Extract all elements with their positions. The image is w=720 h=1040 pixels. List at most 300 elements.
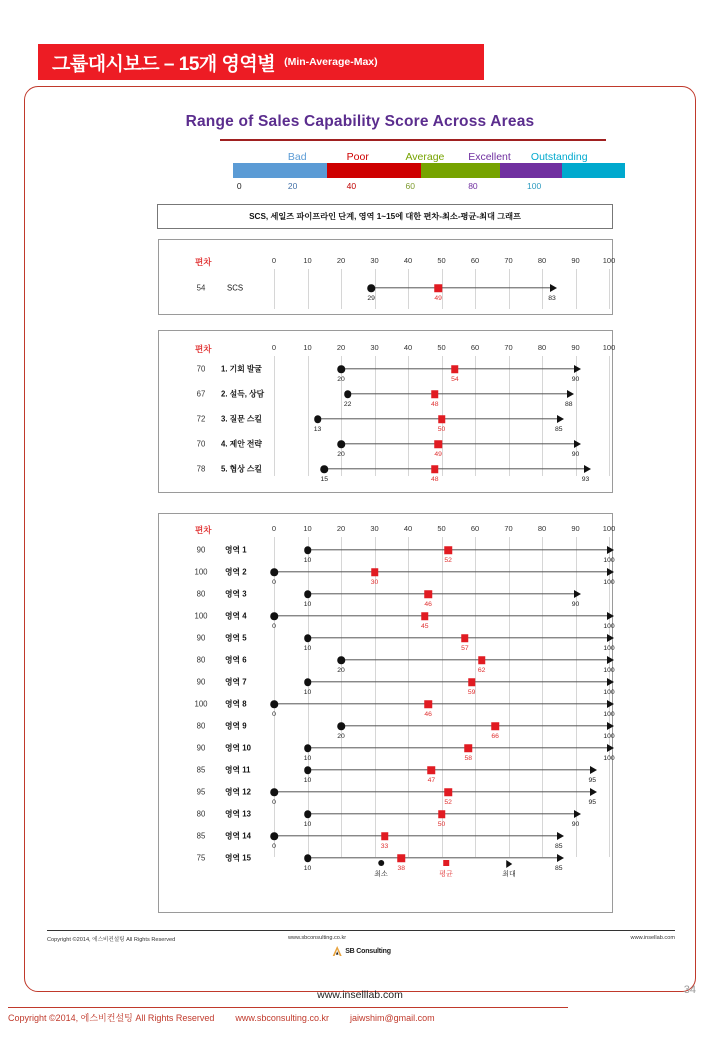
min-marker xyxy=(337,722,345,730)
min-marker xyxy=(337,365,345,373)
gridline-60 xyxy=(475,537,476,857)
gridline-60 xyxy=(475,356,476,476)
axis-tick-0: 0 xyxy=(271,256,277,265)
gridline-90 xyxy=(576,269,577,309)
axis-tick-90: 90 xyxy=(571,256,580,265)
max-marker xyxy=(557,832,564,840)
axis-tick-40: 40 xyxy=(403,343,413,352)
gridline-40 xyxy=(408,356,409,476)
legend-label-average: Average xyxy=(405,151,445,163)
row-label: 1. 기회 발굴 xyxy=(221,364,262,374)
axis-tick-100: 100 xyxy=(602,524,616,533)
row-deviation: 80 xyxy=(196,809,206,819)
max-value: 100 xyxy=(603,645,615,652)
gridline-20 xyxy=(341,356,342,476)
axis-tick-100: 100 xyxy=(602,256,616,265)
average-marker xyxy=(381,832,389,840)
average-value: 66 xyxy=(491,733,499,740)
average-marker xyxy=(491,722,499,730)
average-value: 50 xyxy=(437,821,446,828)
gridline-80 xyxy=(542,537,543,857)
legend-average-marker xyxy=(439,860,453,879)
min-value: 10 xyxy=(303,821,312,828)
max-marker xyxy=(557,415,564,423)
axis-tick-50: 50 xyxy=(437,343,446,352)
max-value: 85 xyxy=(554,865,563,872)
average-marker xyxy=(444,546,452,554)
row-deviation: 95 xyxy=(196,787,206,797)
axis-tick-30: 30 xyxy=(370,343,379,352)
marker-label: 최소 xyxy=(374,871,388,878)
average-value: 48 xyxy=(431,401,439,408)
min-marker xyxy=(304,546,312,554)
slide-frame xyxy=(24,86,696,992)
range-line xyxy=(274,791,592,792)
min-marker xyxy=(321,465,329,473)
axis-tick-40: 40 xyxy=(403,524,413,533)
min-value: 20 xyxy=(337,733,345,740)
average-value: 49 xyxy=(434,451,442,458)
range-line xyxy=(308,637,610,638)
min-value: 10 xyxy=(303,689,312,696)
chart-subtitle-box xyxy=(157,204,613,229)
min-marker xyxy=(304,634,312,642)
row-deviation: 85 xyxy=(196,831,206,841)
min-value: 0 xyxy=(272,579,276,586)
legend-max-marker xyxy=(502,860,516,879)
max-marker xyxy=(574,810,581,818)
average-marker xyxy=(468,678,476,686)
row-label: 영역 14 xyxy=(225,831,251,841)
average-marker xyxy=(431,465,439,473)
max-marker xyxy=(607,568,614,576)
legend-tick-60: 60 xyxy=(405,181,415,191)
axis-tick-20: 20 xyxy=(336,256,346,265)
axis-tick-20: 20 xyxy=(336,524,346,533)
legend-tick-100: 100 xyxy=(527,181,542,191)
min-value: 10 xyxy=(303,601,312,608)
min-marker xyxy=(270,700,278,708)
row-deviation: 80 xyxy=(196,721,206,731)
row-deviation: 85 xyxy=(196,765,206,775)
title-divider xyxy=(220,139,606,141)
min-marker xyxy=(304,744,312,752)
axis-tick-10: 10 xyxy=(303,343,312,352)
range-line xyxy=(308,549,610,550)
min-marker xyxy=(304,766,312,774)
gridline-50 xyxy=(442,537,443,857)
page-subtitle: (Min-Average-Max) xyxy=(284,55,378,68)
average-value: 47 xyxy=(427,777,436,784)
average-marker xyxy=(434,284,442,292)
average-marker xyxy=(465,744,473,752)
min-value: 29 xyxy=(367,295,375,302)
panel-areas xyxy=(158,513,616,913)
logo-text: SB Consulting xyxy=(345,947,391,955)
max-marker xyxy=(607,678,614,686)
axis-tick-90: 90 xyxy=(571,343,580,352)
page-footer-site[interactable]: www.inselllab.com xyxy=(317,989,403,1001)
gridline-60 xyxy=(475,269,476,309)
legend-label-excellent: Excellent xyxy=(468,151,511,163)
gridline-10 xyxy=(308,537,309,857)
min-marker xyxy=(314,415,322,423)
average-marker xyxy=(461,634,469,642)
legend-swatch-outstanding xyxy=(562,163,625,178)
row-deviation: 100 xyxy=(194,567,208,577)
legend-color-bar xyxy=(233,163,625,178)
max-value: 100 xyxy=(603,733,615,740)
range-line xyxy=(348,393,569,394)
axis-tick-60: 60 xyxy=(470,343,480,352)
average-value: 48 xyxy=(431,476,439,483)
legend-label-bad: Bad xyxy=(287,151,307,163)
row-deviation: 90 xyxy=(196,545,206,555)
row-label: 영역 10 xyxy=(225,743,251,753)
range-line xyxy=(341,443,576,444)
row-deviation: 67 xyxy=(196,389,206,399)
max-value: 95 xyxy=(588,799,597,806)
marker-label: 평균 xyxy=(439,871,453,878)
legend-min-marker xyxy=(374,860,388,879)
chart-subtitle-text: SCS, 세일즈 파이프라인 단계, 영역 1~15에 대한 편차-최소-평균-최대 그래프 xyxy=(249,212,521,221)
axis-tick-60: 60 xyxy=(470,256,480,265)
slide-title-banner xyxy=(38,44,484,80)
inner-footer-copyright: Copyright ©2014, 에스비컨설팅 All Rights Reserved xyxy=(47,937,176,943)
page-footer-copyright: Copyright ©2014, 에스비컨설팅 All Rights Reserved xyxy=(8,1013,215,1023)
row-deviation: 54 xyxy=(196,283,206,293)
axis-tick-70: 70 xyxy=(504,524,513,533)
range-line xyxy=(308,681,610,682)
max-marker xyxy=(590,766,597,774)
axis-tick-10: 10 xyxy=(303,256,312,265)
row-label: 영역 5 xyxy=(225,633,247,643)
gridline-20 xyxy=(341,269,342,309)
legend-swatch-average xyxy=(421,163,499,178)
axis-tick-0: 0 xyxy=(271,524,277,533)
axis-tick-30: 30 xyxy=(370,524,379,533)
axis-tick-50: 50 xyxy=(437,524,446,533)
max-value: 83 xyxy=(548,295,556,302)
max-value: 90 xyxy=(571,451,580,458)
legend-swatch-bad xyxy=(233,163,327,178)
row-label: 영역 6 xyxy=(225,655,247,665)
sb-consulting-logo xyxy=(331,945,391,957)
min-marker xyxy=(270,568,278,576)
range-line xyxy=(341,659,609,660)
min-value: 22 xyxy=(343,401,352,408)
average-marker xyxy=(451,365,459,373)
axis-tick-10: 10 xyxy=(303,524,312,533)
row-deviation: 70 xyxy=(196,439,206,449)
legend-labels xyxy=(233,147,625,163)
row-label: 영역 15 xyxy=(225,853,251,863)
min-marker xyxy=(304,810,312,818)
axis-tick-0: 0 xyxy=(271,343,277,352)
chart-title: Range of Sales Capability Score Across Areas xyxy=(185,113,535,130)
max-value: 90 xyxy=(571,376,580,383)
gridline-70 xyxy=(509,537,510,857)
deviation-header: 편차 xyxy=(195,257,212,267)
row-label: SCS xyxy=(227,283,244,293)
inner-footer-divider xyxy=(47,930,675,931)
marker-label: 최대 xyxy=(502,871,516,878)
min-value: 0 xyxy=(272,843,276,850)
range-line xyxy=(308,857,559,858)
axis-tick-90: 90 xyxy=(571,524,580,533)
min-marker xyxy=(344,390,352,398)
range-line xyxy=(324,468,585,469)
range-line xyxy=(341,725,609,726)
min-value: 0 xyxy=(272,711,276,718)
average-value: 50 xyxy=(437,426,446,433)
row-deviation: 90 xyxy=(196,633,206,643)
max-value: 88 xyxy=(565,401,573,408)
min-value: 0 xyxy=(272,623,276,630)
average-value: 59 xyxy=(467,689,476,696)
min-marker xyxy=(270,612,278,620)
gridline-90 xyxy=(576,537,577,857)
min-marker xyxy=(270,832,278,840)
gridline-80 xyxy=(542,269,543,309)
average-marker xyxy=(424,590,432,598)
average-value: 52 xyxy=(444,799,452,806)
row-label: 영역 12 xyxy=(225,787,251,797)
row-deviation: 90 xyxy=(196,743,206,753)
max-value: 100 xyxy=(603,557,615,564)
page-number: 34 xyxy=(683,984,696,996)
range-line xyxy=(371,287,552,288)
legend-tick-20: 20 xyxy=(287,181,298,191)
marker-glyph xyxy=(502,860,516,869)
max-marker xyxy=(550,284,557,292)
average-value: 57 xyxy=(461,645,469,652)
min-marker xyxy=(367,284,375,292)
axis-tick-70: 70 xyxy=(504,256,513,265)
max-marker xyxy=(607,722,614,730)
average-marker xyxy=(421,612,429,620)
page-footer-sb-link[interactable]: www.sbconsulting.co.kr xyxy=(235,1013,329,1023)
max-marker xyxy=(607,700,614,708)
average-marker xyxy=(438,415,446,423)
min-value: 20 xyxy=(337,376,345,383)
max-value: 100 xyxy=(603,711,615,718)
score-legend xyxy=(233,147,625,194)
range-line xyxy=(308,747,610,748)
min-marker xyxy=(304,678,312,686)
average-marker xyxy=(371,568,379,576)
axis-tick-70: 70 xyxy=(504,343,513,352)
max-value: 100 xyxy=(603,689,615,696)
average-marker xyxy=(478,656,486,664)
max-value: 100 xyxy=(603,579,615,586)
gridline-90 xyxy=(576,356,577,476)
max-marker xyxy=(567,390,574,398)
max-value: 100 xyxy=(603,755,615,762)
max-marker xyxy=(607,744,614,752)
min-value: 20 xyxy=(337,451,345,458)
average-value: 33 xyxy=(380,843,389,850)
average-value: 62 xyxy=(477,667,486,674)
range-line xyxy=(274,571,609,572)
average-value: 46 xyxy=(424,711,432,718)
logo-mark-icon xyxy=(331,945,343,957)
average-value: 49 xyxy=(434,295,442,302)
min-marker xyxy=(270,788,278,796)
average-marker xyxy=(444,788,452,796)
min-marker xyxy=(304,590,312,598)
max-marker xyxy=(574,590,581,598)
row-deviation: 100 xyxy=(194,699,208,709)
average-marker xyxy=(438,810,446,818)
legend-label-outstanding: Outstanding xyxy=(530,151,588,163)
range-line xyxy=(274,703,609,704)
range-line xyxy=(274,615,609,616)
max-value: 93 xyxy=(581,476,590,483)
axis-tick-50: 50 xyxy=(437,256,446,265)
inner-footer-insell-link[interactable]: www.insellab.com xyxy=(630,935,675,941)
min-value: 10 xyxy=(303,755,312,762)
min-value: 20 xyxy=(337,667,345,674)
max-marker xyxy=(590,788,597,796)
row-label: 2. 설득, 상담 xyxy=(221,389,265,399)
min-value: 10 xyxy=(303,865,312,872)
legend-scale-ticks xyxy=(233,180,625,194)
axis-tick-30: 30 xyxy=(370,256,379,265)
marker-glyph xyxy=(374,860,388,869)
max-marker xyxy=(607,546,614,554)
deviation-header: 편차 xyxy=(195,344,212,354)
average-marker xyxy=(434,440,442,448)
legend-tick-40: 40 xyxy=(346,181,357,191)
min-value: 10 xyxy=(303,777,312,784)
inner-footer-sb-link[interactable]: www.sbconsulting.co.kr xyxy=(288,935,347,941)
average-value: 54 xyxy=(451,376,459,383)
page-footer-divider xyxy=(8,1007,568,1008)
min-value: 10 xyxy=(303,645,312,652)
average-value: 45 xyxy=(420,623,429,630)
panel-scs xyxy=(158,239,616,315)
max-value: 100 xyxy=(603,623,615,630)
panel-pipeline xyxy=(158,330,616,493)
marker-glyph xyxy=(439,860,453,869)
max-value: 90 xyxy=(571,821,580,828)
row-label: 영역 3 xyxy=(225,589,247,599)
gridline-40 xyxy=(408,537,409,857)
gridline-30 xyxy=(375,356,376,476)
average-value: 38 xyxy=(397,865,406,872)
legend-tick-0: 0 xyxy=(236,181,242,191)
axis-tick-80: 80 xyxy=(537,524,547,533)
average-marker xyxy=(431,390,439,398)
max-value: 100 xyxy=(603,667,615,674)
row-deviation: 80 xyxy=(196,589,206,599)
gridline-70 xyxy=(509,269,510,309)
legend-label-poor: Poor xyxy=(346,151,369,163)
min-value: 0 xyxy=(272,799,276,806)
legend-swatch-poor xyxy=(327,163,421,178)
gridline-20 xyxy=(341,537,342,857)
axis-tick-100: 100 xyxy=(602,343,616,352)
row-deviation: 90 xyxy=(196,677,206,687)
max-marker xyxy=(607,634,614,642)
max-marker xyxy=(607,656,614,664)
average-marker xyxy=(428,766,436,774)
page-footer-email[interactable]: jaiwshim@gmail.com xyxy=(349,1013,435,1023)
max-value: 85 xyxy=(554,843,563,850)
row-label: 영역 2 xyxy=(225,567,247,577)
deviation-header: 편차 xyxy=(195,525,212,535)
row-label: 5. 협상 스킬 xyxy=(221,464,262,474)
row-label: 영역 7 xyxy=(225,677,247,687)
row-deviation: 72 xyxy=(196,414,206,424)
max-value: 95 xyxy=(588,777,597,784)
min-value: 13 xyxy=(313,426,322,433)
gridline-0 xyxy=(274,356,275,476)
min-value: 15 xyxy=(320,476,329,483)
row-deviation: 100 xyxy=(194,611,208,621)
row-label: 영역 4 xyxy=(225,611,247,621)
legend-swatch-excellent xyxy=(500,163,563,178)
page-footer-copyright-line xyxy=(8,1011,435,1024)
legend-tick-80: 80 xyxy=(468,181,478,191)
row-label: 영역 11 xyxy=(225,765,251,775)
average-value: 52 xyxy=(444,557,452,564)
page-title: 그룹대시보드 – 15개 영역별 xyxy=(52,53,276,75)
gridline-10 xyxy=(308,356,309,476)
row-label: 3. 질문 스킬 xyxy=(221,414,262,424)
row-deviation: 80 xyxy=(196,655,206,665)
range-line xyxy=(308,769,593,770)
gridline-40 xyxy=(408,269,409,309)
gridline-70 xyxy=(509,356,510,476)
max-marker xyxy=(574,365,581,373)
range-line xyxy=(308,593,576,594)
row-deviation: 78 xyxy=(196,464,206,474)
max-value: 90 xyxy=(571,601,580,608)
max-marker xyxy=(607,612,614,620)
max-marker xyxy=(584,465,591,473)
average-marker xyxy=(424,700,432,708)
inner-footer xyxy=(33,925,689,967)
min-marker xyxy=(337,656,345,664)
average-value: 46 xyxy=(424,601,432,608)
average-value: 58 xyxy=(464,755,473,762)
row-label: 영역 9 xyxy=(225,721,247,731)
axis-tick-20: 20 xyxy=(336,343,346,352)
gridline-10 xyxy=(308,269,309,309)
min-marker xyxy=(337,440,345,448)
row-label: 4. 제안 전략 xyxy=(221,439,262,449)
row-deviation: 75 xyxy=(196,853,206,863)
average-value: 30 xyxy=(370,579,379,586)
min-value: 10 xyxy=(303,557,312,564)
gridline-0 xyxy=(274,269,275,309)
axis-tick-60: 60 xyxy=(470,524,480,533)
range-line xyxy=(274,835,559,836)
gridline-100 xyxy=(609,269,610,309)
row-label: 영역 13 xyxy=(225,809,251,819)
gridline-80 xyxy=(542,356,543,476)
max-value: 85 xyxy=(554,426,563,433)
row-deviation: 70 xyxy=(196,364,206,374)
gridline-100 xyxy=(609,356,610,476)
row-label: 영역 8 xyxy=(225,699,247,709)
axis-tick-80: 80 xyxy=(537,256,547,265)
axis-tick-80: 80 xyxy=(537,343,547,352)
max-marker xyxy=(574,440,581,448)
axis-tick-40: 40 xyxy=(403,256,413,265)
